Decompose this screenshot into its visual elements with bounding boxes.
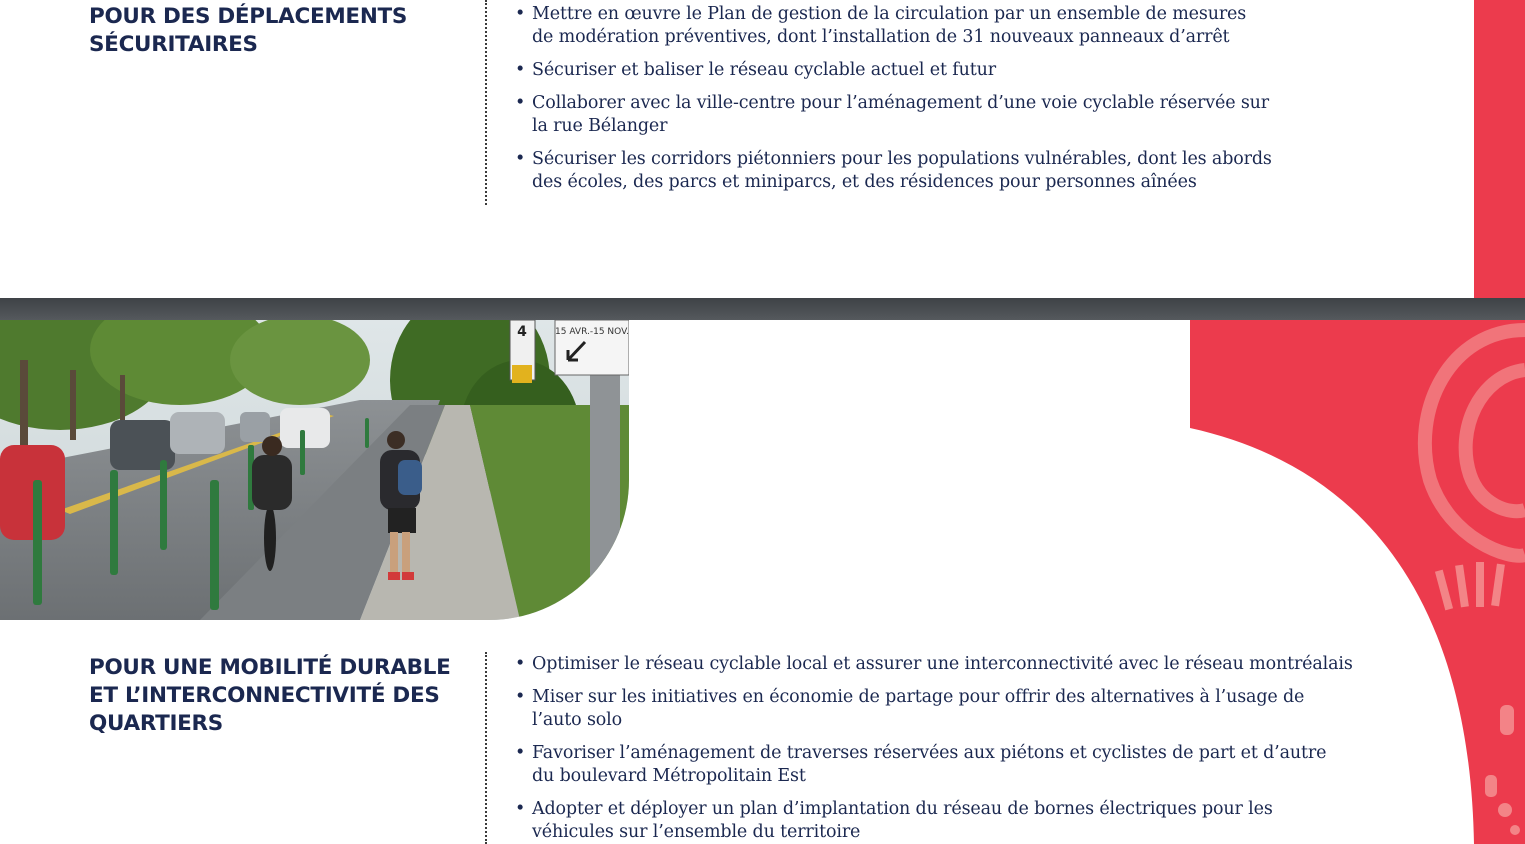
sustainable-mobility-section [0, 320, 1525, 844]
bullet-text-line: du boulevard Métropolitain Est [532, 766, 806, 786]
bullet-text-line: Sécuriser les corridors piétonniers pour les populations vulnérables, dont les abords [532, 149, 1272, 169]
bullet-text-line: Collaborer avec la ville-centre pour l’aménagement d’une voie cyclable réservée sur [532, 93, 1269, 113]
safe-travel-section [0, 0, 1525, 298]
list-item [512, 653, 1353, 676]
bullet-list-safe-travel [512, 3, 1272, 204]
heading-line: SÉCURITAIRES [89, 32, 258, 57]
list-item [512, 148, 1272, 194]
list-item [512, 92, 1272, 138]
section-divider [0, 298, 1525, 320]
street-bike-lane-photo [0, 320, 629, 620]
bullet-marker: • [515, 743, 526, 763]
sign-number-text: 4 [517, 324, 527, 340]
bullet-text-line: des écoles, des parcs et miniparcs, et des résidences pour personnes aînées [532, 172, 1197, 192]
bullet-marker: • [515, 687, 526, 707]
heading-line: ET L’INTERCONNECTIVITÉ DES [89, 683, 440, 708]
list-item [512, 742, 1353, 788]
bullet-marker: • [515, 4, 526, 24]
heading-line: POUR DES DÉPLACEMENTS [89, 4, 408, 29]
bullet-text-line: Favoriser l’aménagement de traverses réservées aux piétons et cyclistes de part et d’autre [532, 743, 1327, 763]
bullet-marker: • [515, 60, 526, 80]
list-item [512, 3, 1272, 49]
bullet-marker: • [515, 799, 526, 819]
heading-line: QUARTIERS [89, 711, 223, 736]
dotted-separator [485, 652, 487, 844]
sign-date-text: 15 AVR.-15 NOV. [555, 327, 629, 337]
bullet-text-line: Sécuriser et baliser le réseau cyclable actuel et futur [532, 60, 996, 80]
bullet-text-line: l’auto solo [532, 710, 622, 730]
photo-illustration [0, 320, 629, 620]
heading-line: POUR UNE MOBILITÉ DURABLE [89, 655, 451, 680]
bullet-marker: • [515, 149, 526, 169]
bullet-text-line: véhicules sur l’ensemble du territoire [532, 822, 861, 842]
list-item [512, 798, 1353, 844]
bullet-marker: • [515, 654, 526, 674]
list-item [512, 686, 1353, 732]
dotted-separator [485, 0, 487, 205]
list-item [512, 59, 1272, 82]
section-heading-safe-travel [89, 3, 407, 59]
section-heading-sustainable-mobility [89, 654, 451, 738]
bullet-marker: • [515, 93, 526, 113]
bullet-text-line: Miser sur les initiatives en économie de partage pour offrir des alternatives à l’usage de [532, 687, 1305, 707]
bullet-text-line: de modération préventives, dont l’installation de 31 nouveaux panneaux d’arrêt [532, 27, 1230, 47]
red-accent-strip [1474, 0, 1525, 298]
bullet-list-sustainable-mobility [512, 653, 1353, 844]
bullet-text-line: Optimiser le réseau cyclable local et assurer une interconnectivité avec le réseau montréalais [532, 654, 1353, 674]
bullet-text-line: la rue Bélanger [532, 116, 668, 136]
bullet-text-line: Adopter et déployer un plan d’implantation du réseau de bornes électriques pour les [532, 799, 1273, 819]
bullet-text-line: Mettre en œuvre le Plan de gestion de la circulation par un ensemble de mesures [532, 4, 1247, 24]
